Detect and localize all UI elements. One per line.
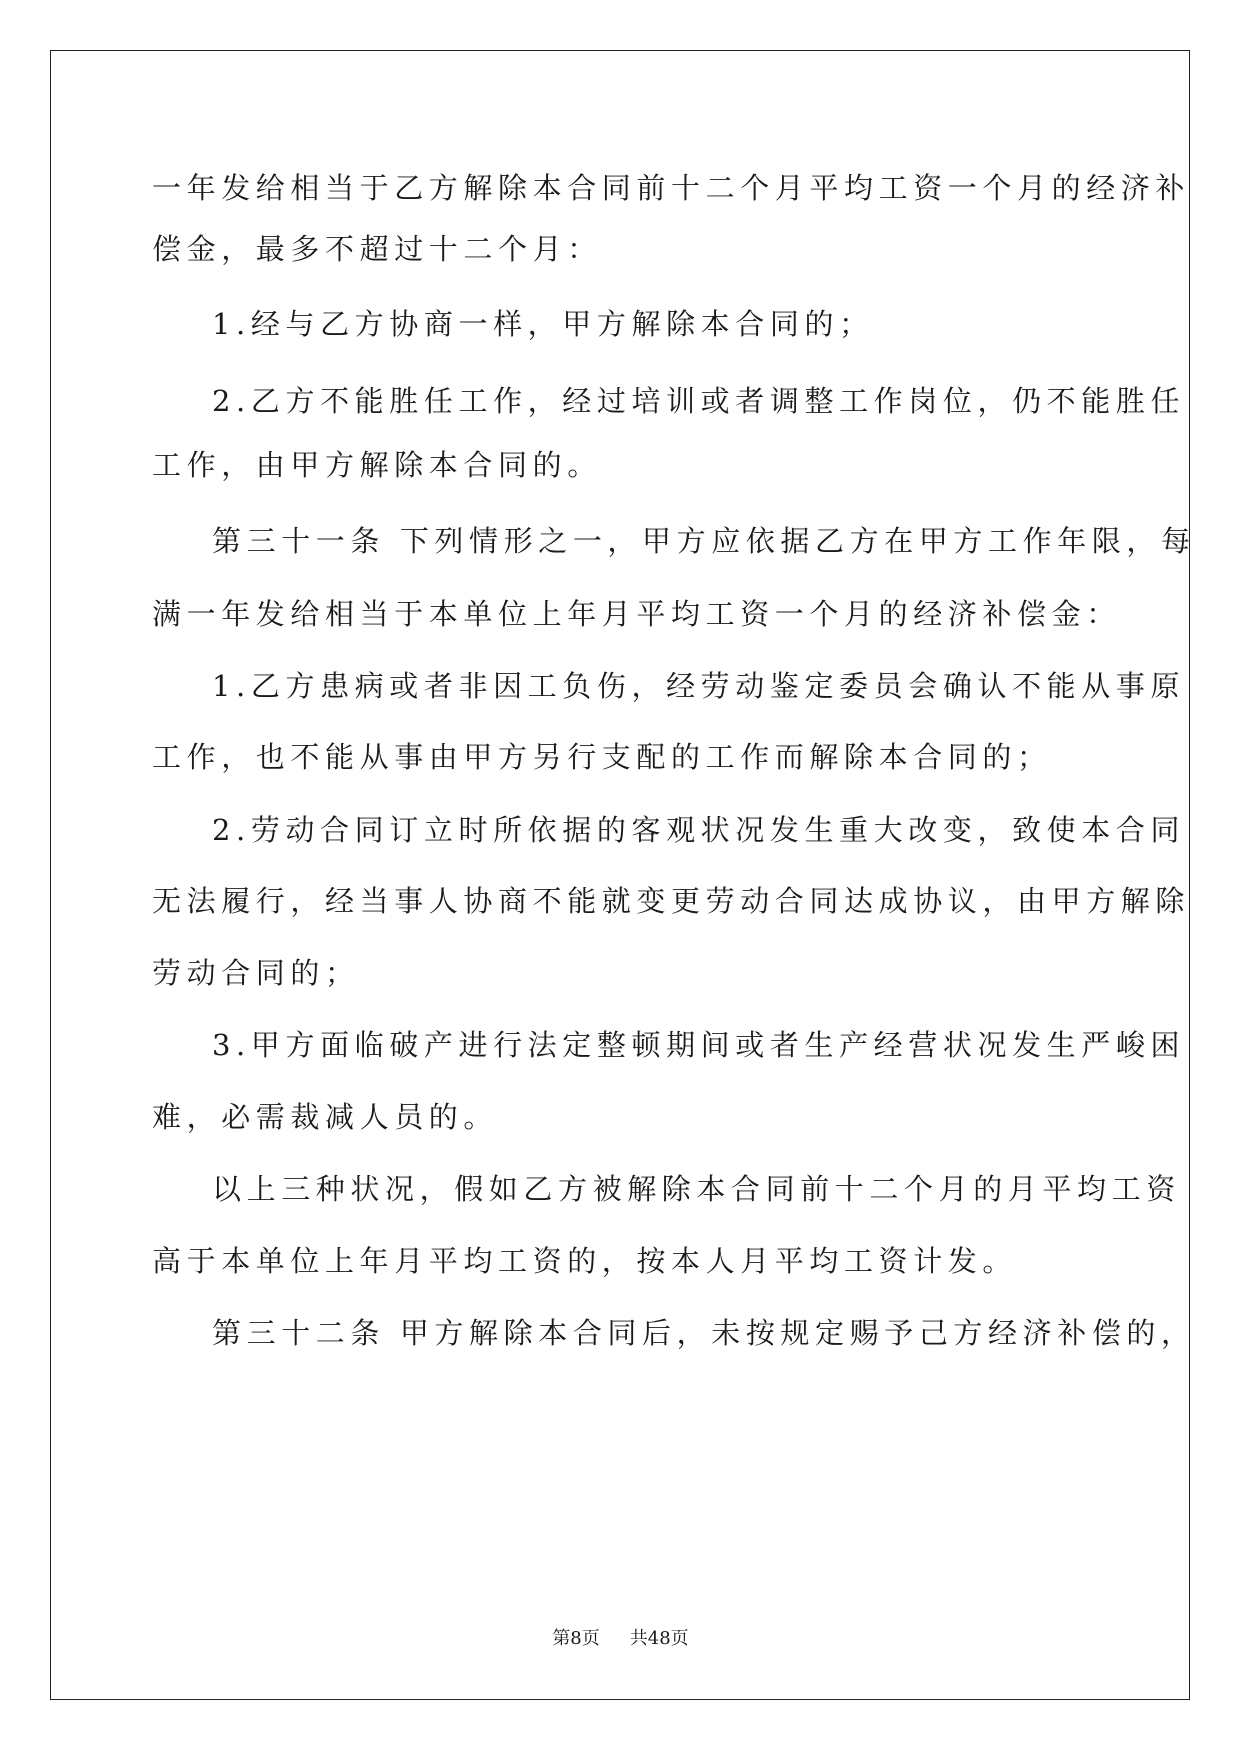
current-page-number: 第8页: [552, 1628, 600, 1649]
text-line: 工作，也不能从事由甲方另行支配的工作而解除本合同的；: [152, 740, 1052, 774]
text-line: 无法履行，经当事人协商不能就变更劳动合同达成协议，由甲方解除: [152, 884, 1191, 918]
text-line: 3.甲方面临破产进行法定整顿期间或者生产经营状况发生严峻困: [212, 1028, 1186, 1062]
text-line: 一年发给相当于乙方解除本合同前十二个月平均工资一个月的经济补: [152, 171, 1191, 205]
text-line: 1.乙方患病或者非因工负伤，经劳动鉴定委员会确认不能从事原: [212, 669, 1186, 703]
page-border: [50, 50, 1190, 1700]
text-line: 劳动合同的；: [152, 956, 360, 990]
total-pages: 共48页: [629, 1628, 689, 1649]
text-line: 工作，由甲方解除本合同的。: [152, 448, 602, 482]
text-line: 以上三种状况，假如乙方被解除本合同前十二个月的月平均工资: [212, 1172, 1181, 1206]
text-line: 偿金，最多不超过十二个月：: [152, 232, 602, 266]
text-line: 第三十一条 下列情形之一，甲方应依据乙方在甲方工作年限，每: [212, 524, 1196, 558]
page-footer: [0, 1624, 1241, 1650]
text-line: 2.劳动合同订立时所依据的客观状况发生重大改变，致使本合同: [212, 813, 1186, 847]
text-line: 满一年发给相当于本单位上年月平均工资一个月的经济补偿金：: [152, 597, 1121, 631]
text-line: 1.经与乙方协商一样，甲方解除本合同的；: [212, 307, 874, 341]
text-line: 2.乙方不能胜任工作，经过培训或者调整工作岗位，仍不能胜任: [212, 384, 1186, 418]
text-line: 难，必需裁减人员的。: [152, 1100, 499, 1134]
text-line: 高于本单位上年月平均工资的，按本人月平均工资计发。: [152, 1244, 1018, 1278]
text-line: 第三十二条 甲方解除本合同后，未按规定赐予己方经济补偿的，: [212, 1316, 1196, 1350]
